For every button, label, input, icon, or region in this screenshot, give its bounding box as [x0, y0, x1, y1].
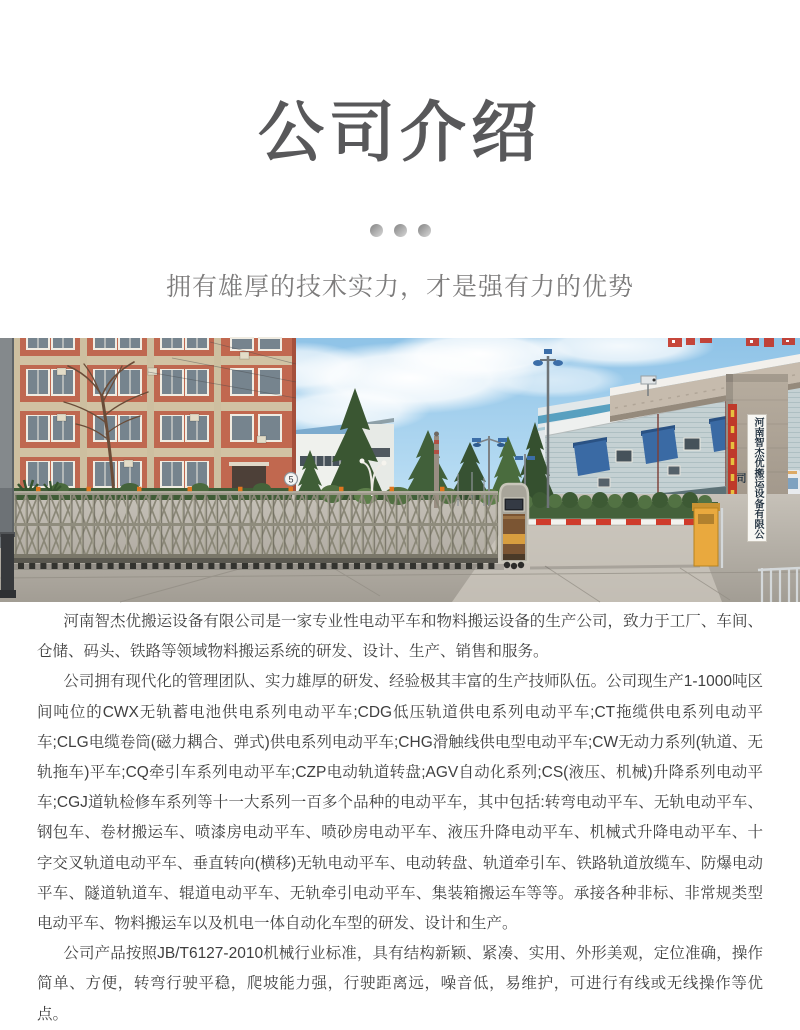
dot-icon	[394, 224, 407, 237]
speed-limit-sign: 5	[288, 474, 294, 485]
products-paragraph: 公司拥有现代化的管理团队、实力雄厚的研发、经验极其丰富的生产技师队伍。公司现生产1-1000吨区间吨位的CWX无轨蓄电池供电系列电动平车;CDG低压轨道供电系列电动平车;CT拖缆供电系列电动平车;CLG电缆卷筒(磁力耦合、弹式)供电系列电动平车;CHG滑触线供电型电动平车;CW无动力系列(轨道、无轨拖车)平车;CQ牵引车系列电动平车;CZP电动轨道转盘;AGV自动化系列;CS(液压、机械)升降系列电动平车;CGJ道轨检修车系列等十一大系列一百多个品种的电动平车，其中包括:转弯电动平车、无轨电动平车、钢包车、卷材搬运车、喷漆房电动平车、喷砂房电动平车、液压升降电动平车、机械式升降电动平车、十字交叉轨道电动平车、垂直转向(横移)无轨电动平车、电动转盘、轨道牵引车、铁路轨道放缆车、防爆电动平车、隧道轨道车、辊道电动平车、无轨牵引电动平车、集装箱搬运车等等。承接各种非标、非常规类型电动平车、物料搬运车以及机电一体自动化车型的研发、设计和生产。	[37, 673, 763, 933]
gate-pillar-sign: 河南智杰优搬运设备有限公司	[747, 414, 767, 542]
left-building-corner	[0, 338, 16, 598]
divider-dots	[0, 224, 800, 237]
office-building	[13, 338, 296, 502]
dot-icon	[370, 224, 383, 237]
retractable-gate	[14, 489, 504, 570]
page-subtitle: 拥有雄厚的技术实力，才是强有力的优势	[165, 273, 634, 301]
intro-paragraph: 河南智杰优搬运设备有限公司是一家专业性电动平车和物料搬运设备的生产公司，致力于工厂、车间、仓储、码头、铁路等领域物料搬运系统的研发、设计、生产、销售和服务。	[37, 613, 763, 661]
dot-icon	[418, 224, 431, 237]
company-photo	[0, 338, 800, 602]
company-description	[0, 602, 800, 1030]
factory-scene-illustration	[0, 338, 800, 602]
standards-paragraph: 公司产品按照JB/T6127-2010机械行业标准，具有结构新颖、紧凑、实用、外形美观，定位准确，操作简单、方便，转弯行驶平稳，爬坡能力强，行驶距离远，噪音低，易维护，可进行有线或无线操作等优点。	[37, 945, 763, 1023]
page-title: 公司介绍	[258, 95, 542, 169]
gate-drive-unit	[500, 484, 528, 569]
